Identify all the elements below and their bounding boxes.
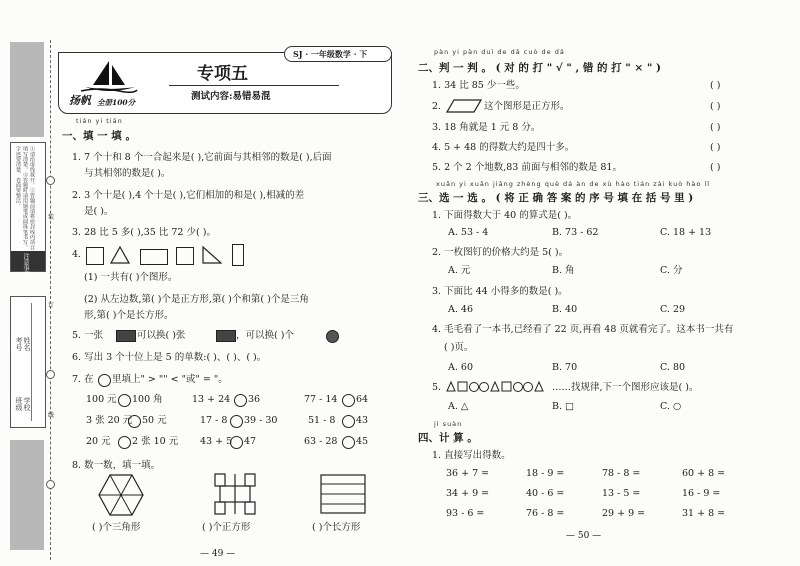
q5-part3: ，可以换( )个 bbox=[236, 330, 294, 341]
q2-line1: 2. 3 个十是( ),4 个十是( ),它们相加的和是( ),相减的差 bbox=[72, 190, 305, 201]
section2-title: 二、判 一 判 。 ( 对 的 打 " √ " , 错 的 打 " × " ) bbox=[418, 62, 661, 74]
calc-cell: 34 + 9 = bbox=[446, 488, 490, 499]
banknote-icon bbox=[116, 330, 136, 342]
square-shape-2 bbox=[176, 247, 194, 265]
choice-2-q: 2. 一枚图钉的价格大约是 5( )。 bbox=[432, 247, 569, 258]
field-class: 班级 bbox=[15, 397, 23, 411]
choice-1-c: C. 18 + 13 bbox=[660, 227, 712, 238]
calc-cell: 93 - 6 = bbox=[446, 508, 485, 519]
choice-4-q: 4. 毛毛看了一本书,已经看了 22 页,再看 48 页就看完了。这本书一共有 bbox=[432, 324, 734, 335]
calc-instruction: 1. 直接写出得数。 bbox=[432, 450, 511, 461]
calc-cell: 60 + 8 = bbox=[682, 468, 726, 479]
shape-sequence-icon bbox=[446, 381, 550, 393]
calc-cell: 18 - 9 = bbox=[526, 468, 565, 479]
choice-5-num: 5. bbox=[432, 382, 442, 393]
page-title: 专项五 bbox=[197, 64, 248, 84]
choice-4-q2: ( )页。 bbox=[444, 342, 474, 353]
square-shape bbox=[86, 247, 104, 265]
q4-label: 4. bbox=[72, 249, 82, 260]
brand-name: 扬帆 bbox=[69, 94, 91, 107]
compare-grid: 100 元 100 角 13 + 24 36 77 - 14 64 3 张 20 元 50 元 17 - 8 39 - 30 51 - 8 43 20 元 2 张 10 元 43 + 5 47 63 - 28 45 bbox=[86, 394, 369, 447]
calc-grid bbox=[446, 468, 746, 528]
rectangles-figure bbox=[320, 474, 366, 514]
brand-subtitle: 全册100分 bbox=[97, 98, 136, 107]
section1-title: 一、填 一 填 。 bbox=[62, 130, 136, 142]
q8-label-triangles: ( )个三角形 bbox=[92, 522, 141, 533]
q8-label-squares: ( )个正方形 bbox=[202, 522, 251, 533]
grade-tag: SJ · 一年级数学 · 下 bbox=[284, 46, 392, 62]
page-number-right: — 50 — bbox=[566, 531, 602, 541]
page-number-left: — 49 — bbox=[200, 549, 236, 559]
choice-1-b: B. 73 - 62 bbox=[552, 227, 599, 238]
section1-pinyin: tián yi tián bbox=[76, 117, 123, 125]
calc-cell: 29 + 9 = bbox=[602, 508, 646, 519]
answer-circle[interactable] bbox=[230, 436, 243, 449]
q8: 8. 数一数，填一填。 bbox=[72, 460, 161, 471]
q7-part2: 里填上" > "" < "或" = "。 bbox=[112, 374, 228, 385]
notice-box bbox=[10, 142, 46, 277]
choice-3-q: 3. 下面比 44 小得多的数是( )。 bbox=[432, 286, 568, 297]
choice-4-b: B. 70 bbox=[552, 362, 578, 373]
binding-block-bottom bbox=[10, 440, 44, 550]
section4-title: 四、计 算 。 bbox=[418, 432, 478, 444]
field-name: 姓名 bbox=[23, 337, 31, 351]
answer-circle[interactable] bbox=[230, 415, 243, 428]
choice-4-a: A. 60 bbox=[448, 362, 473, 373]
q6: 6. 写出 3 个十位上是 5 的单数:( )、( )、( )。 bbox=[72, 352, 267, 363]
q3: 3. 28 比 5 多( ),35 比 72 少( )。 bbox=[72, 227, 216, 238]
answer-circle[interactable] bbox=[234, 394, 247, 407]
dash-label-xian: 线 bbox=[48, 412, 55, 419]
answer-circle[interactable] bbox=[342, 415, 355, 428]
choice-1-q: 1. 下面得数大于 40 的算式是( )。 bbox=[432, 210, 578, 221]
judge-3: 3. 18 角就是 1 元 8 分。 bbox=[432, 122, 541, 133]
answer-circle[interactable] bbox=[342, 436, 355, 449]
calc-cell: 31 + 8 = bbox=[682, 508, 726, 519]
coin-icon bbox=[326, 330, 339, 343]
compare-circle-icon bbox=[98, 374, 111, 387]
choice-1-a: A. 53 - 4 bbox=[448, 227, 489, 238]
judge-4-paren: ( ) bbox=[710, 142, 721, 153]
choice-3-a: A. 46 bbox=[448, 304, 473, 315]
judge-3-paren: ( ) bbox=[710, 122, 721, 133]
calc-cell: 76 - 8 = bbox=[526, 508, 565, 519]
notice-label: 注意事项 bbox=[22, 253, 29, 277]
judge-1: 1. 34 比 85 少一些。 bbox=[432, 80, 525, 91]
section4-pinyin: jì suàn bbox=[434, 420, 463, 428]
choice-5-q: ……找规律,下一个图形应该是( )。 bbox=[552, 382, 699, 393]
answer-circle[interactable] bbox=[128, 415, 141, 428]
q1-line2: 与其相邻的数是( )。 bbox=[84, 168, 171, 179]
q2-line2: 是( )。 bbox=[84, 206, 114, 217]
answer-circle[interactable] bbox=[118, 394, 131, 407]
dash-label-zhuang: 装 bbox=[48, 214, 55, 221]
right-triangle-shape bbox=[202, 246, 222, 264]
section3-title: 三、选 一 选 。 ( 将 正 确 答 案 的 序 号 填 在 括 号 里 ) bbox=[418, 192, 694, 204]
judge-2-num: 2. bbox=[432, 101, 442, 112]
calc-cell: 36 + 7 = bbox=[446, 468, 490, 479]
calc-cell: 13 - 5 = bbox=[602, 488, 641, 499]
q4b-line2: 形,第( )个是长方形。 bbox=[84, 310, 174, 321]
banknote-icon-2 bbox=[216, 330, 236, 342]
calc-cell: 16 - 9 = bbox=[682, 488, 721, 499]
q1-line1: 1. 7 个十和 8 个一合起来是( ),它前面与其相邻的数是( ),后面 bbox=[72, 152, 332, 163]
field-id: 考号 bbox=[15, 337, 23, 351]
calc-cell: 78 - 8 = bbox=[602, 468, 641, 479]
choice-3-c: C. 29 bbox=[660, 304, 686, 315]
page-subtitle: 测试内容:易错易混 bbox=[191, 91, 271, 102]
sailboat-logo-icon bbox=[79, 57, 139, 95]
judge-2: 这个图形是正方形。 bbox=[484, 101, 570, 112]
judge-1-paren: ( ) bbox=[710, 80, 721, 91]
squares-figure bbox=[212, 472, 258, 516]
calc-cell: 40 - 6 = bbox=[526, 488, 565, 499]
binding-block-top bbox=[10, 42, 44, 137]
judge-5: 5. 2 个 2 个地数,83 前面与相邻的数是 81。 bbox=[432, 162, 622, 173]
judge-5-paren: ( ) bbox=[710, 162, 721, 173]
section2-pinyin: pàn yi pàn duì de dǎ cuò de dǎ bbox=[434, 48, 565, 56]
answer-circle[interactable] bbox=[342, 394, 355, 407]
choice-4-c: C. 80 bbox=[660, 362, 686, 373]
choice-5-a: A. △ bbox=[448, 401, 469, 412]
triangle-shape bbox=[110, 246, 130, 264]
choice-2-b: B. 角 bbox=[552, 265, 575, 276]
hexagon-triangles-figure bbox=[98, 474, 144, 516]
q7-part1: 7. 在 bbox=[72, 374, 94, 385]
notice-text: ①请沿虚线裁开。②答题前请将密封线内项目填写清楚。③答题时请用钢笔或圆珠笔书写，字迹要清楚、卷面要整洁。 bbox=[15, 146, 35, 250]
choice-2-c: C. 分 bbox=[660, 265, 683, 276]
choice-2-a: A. 元 bbox=[448, 265, 471, 276]
judge-4: 4. 5 + 48 的得数大约是四十多。 bbox=[432, 142, 575, 153]
q4a: (1) 一共有( )个图形。 bbox=[84, 272, 178, 283]
parallelogram-shape bbox=[446, 99, 482, 113]
choice-3-b: B. 40 bbox=[552, 304, 578, 315]
dash-label-ding: 订 bbox=[48, 302, 55, 309]
q5-part2: 可以换( )张 bbox=[137, 330, 186, 341]
answer-circle[interactable] bbox=[118, 436, 131, 449]
tall-rectangle-shape bbox=[232, 244, 244, 266]
section3-pinyin: xuǎn yi xuǎn jiāng zhèng què dá àn de xù hào tián zài kuò hào lǐ bbox=[436, 180, 711, 188]
field-school: 学校 bbox=[23, 397, 31, 411]
student-info-box bbox=[10, 296, 46, 428]
choice-5-b: B. □ bbox=[552, 401, 574, 412]
q5-part1: 5. 一张 bbox=[72, 330, 104, 341]
choice-5-c: C. ○ bbox=[660, 401, 682, 412]
q8-label-rectangles: ( )个长方形 bbox=[312, 522, 361, 533]
q4b-line1: (2) 从左边数,第( )个是正方形,第( )个和第( )个是三角 bbox=[84, 294, 309, 305]
judge-2-paren: ( ) bbox=[710, 101, 721, 112]
rectangle-shape bbox=[140, 249, 168, 265]
